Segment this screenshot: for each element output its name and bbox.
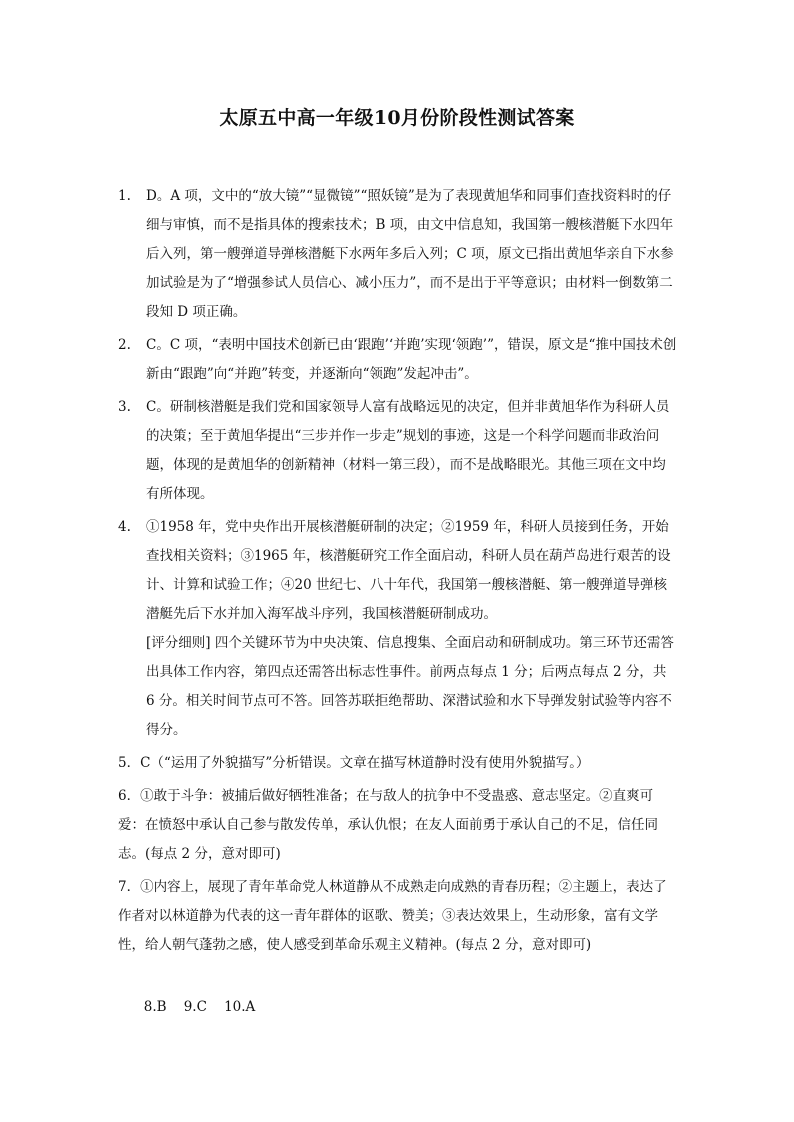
answer-text: C。研制核潜艇是我们党和国家领导人富有战略远见的决定，但并非黄旭华作为科研人员的决策；至于黄旭华提出“三步并作一步走”规划的事迹，这是一个科学问题而非政治问题，体现的是黄旭华的创新精神（材料一第三段），而不是战略眼光。其他三项在文中均有所体现。 — [146, 399, 670, 502]
answer-item-1 — [118, 182, 678, 327]
answer-text: ①1958 年，党中央作出开展核潜艇研制的决定；②1959 年，科研人员接到任务，开始查找相关资料；③1965 年，核潜艇研究工作全面启动，科研人员在葫芦岛进行艰苦的设计、计算和试验工作；④20 世纪七、八十年代，我国第一艘核潜艇、第一艘弹道导弹核潜艇先后下水并加入海军战斗序列，我国核潜艇研制成功。 — [146, 519, 671, 622]
answer-number: 1. — [118, 188, 131, 204]
answer-text: C（“运用了外貌描写”分析错误。文章在描写林道静时没有使用外貌描写。） — [140, 755, 590, 771]
scoring-note: [评分细则] 四个关键环节为中央决策、信息搜集、全面启动和研制成功。第三环节还需答出具体工作内容，第四点还需答出标志性事件。前两点每点 1 分；后两点每点 2 分，共 6 分。相关时间节点可不答。回答苏联拒绝帮助、深潜试验和水下导弹发射试验等内容不得分。 — [146, 635, 674, 738]
answer-item-2 — [118, 331, 678, 389]
answer-item-7 — [118, 873, 678, 960]
answer-text: ①敢于斗争：被捕后做好牺牲准备；在与敌人的抗争中不受蛊惑、意志坚定。②直爽可爱：在愤怒中承认自己参与散发传单，承认仇恨；在友人面前勇于承认自己的不足，信任同志。(每点 2 分，意对即可) — [118, 788, 658, 862]
answer-item-8-10 — [118, 964, 678, 1051]
answer-text: ①内容上，展现了青年革命党人林道静从不成熟走向成熟的青春历程；②主题上，表达了作者对以林道静为代表的这一青年群体的讴歌、赞美；③表达效果上，生动形象，富有文学性，给人朝气蓬勃之感，使人感受到革命乐观主义精神。(每点 2 分，意对即可) — [118, 879, 667, 953]
answer-number: 3. — [118, 399, 131, 415]
answer-text: C。C 项，“表明中国技术创新已由‘跟跑’‘并跑’实现‘领跑’”，错误，原文是“推中国技术创新由“跟跑”向“并跑”转变，并逐渐向“领跑”发起冲击”。 — [146, 337, 677, 382]
answer-text: D。A 项，文中的“放大镜”“显微镜”“照妖镜”是为了表现黄旭华和同事们查找资料时的仔细与审慎，而不是指具体的搜索技术；B 项，由文中信息知，我国第一艘核潜艇下水四年后入列，第一艘弹道导弹核潜艇下水两年多后入列；C 项，原文已指出黄旭华亲自下水参加试验是为了“增强参试人员信心、减小压力”，而不是出于平等意识；由材料一倒数第二段知 D 项正确。 — [146, 188, 674, 320]
answer-item-6 — [118, 782, 678, 869]
answer-number: 7． — [118, 879, 141, 895]
page-title: 太原五中高一年级10月份阶段性测试答案 — [219, 107, 575, 129]
answer-number: 5． — [118, 755, 141, 771]
answer-text: 8.B 9.C 10.A — [143, 999, 256, 1015]
answer-number: 2. — [118, 337, 131, 353]
answer-number: 6． — [118, 788, 141, 804]
answer-body — [146, 513, 678, 745]
answer-number: 4. — [118, 519, 131, 535]
answer-item-4 — [118, 513, 678, 745]
answer-item-3 — [118, 393, 678, 509]
answer-item-5 — [118, 749, 678, 778]
answer-list — [118, 182, 678, 1055]
